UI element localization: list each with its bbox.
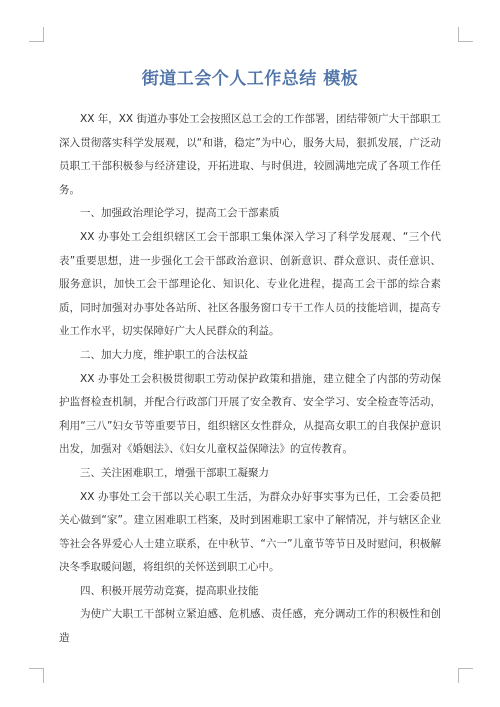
- section-paragraph-1: XX 办事处工会组织辖区工会干部职工集体深入学习了科学发展观、“三个代表”重要思想，进一步强化工会干部政治意识、创新意识、群众意识、责任意识、服务意识，加快工会干部理论化、知识化、专业化进程，提高工会干部的综合素质，同时加强对办事处各站所、社区各服务窗口专干工作人员的技能培训，提高专业工作水平，切实保障好广大人民群众的利益。: [59, 230, 441, 338]
- document-body: [59, 108, 441, 651]
- corner-mark-bottom-right: [458, 668, 473, 683]
- corner-mark-bottom-left: [29, 668, 44, 683]
- intro-paragraph: XX 年，XX 街道办事处工会按照区总工会的工作部署，团结带领广大干部职工深入贯彻落实科学发展观，以“和谐，稳定”为中心，服务大局，狠抓发展，广泛动员职工干部积极参与经济建设，开拓进取、与时俱进，较圆满地完成了各项工作任务。: [59, 113, 441, 196]
- section-paragraph-4: 为使广大职工干部树立紧迫感、危机感、责任感，充分调动工作的积极性和创造: [59, 608, 441, 645]
- section-heading-4: 四、积极开展劳动竞赛，提高职业技能: [80, 584, 259, 597]
- corner-mark-top-left: [29, 27, 44, 42]
- section-paragraph-2: XX 办事处工会积极贯彻职工劳动保护政策和措施，建立健全了内部的劳动保护监督检查机制，并配合行政部门开展了安全教育、安全学习、安全检查等活动，利用“三八”妇女节等重要节日，组织辖区女性群众，从提高女职工的自我保护意识出发，加强对《婚姻法》、《妇女儿童权益保障法》的宣传教育。: [59, 372, 441, 456]
- section-heading-1: 一、加强政治理论学习，提高工会干部素质: [80, 207, 280, 220]
- section-paragraph-3: XX 办事处工会干部以关心职工生活，为群众办好事实事为已任，工会委员把关心做到“家”。建立困难职工档案，及时到困难职工家中了解情况，并与辖区企业等社会各界爱心人士建立联系，在中秋节、“六一”儿童节等节日及时慰问，积极解决冬季取暖问题，将组织的关怀送到职工心中。: [59, 490, 441, 574]
- corner-mark-top-right: [458, 27, 473, 42]
- document-title: 街道工会个人工作总结 模板: [141, 69, 359, 89]
- section-heading-3: 三、关注困难职工，增强干部职工凝聚力: [80, 466, 269, 479]
- section-heading-2: 二、加大力度，维护职工的合法权益: [80, 348, 248, 361]
